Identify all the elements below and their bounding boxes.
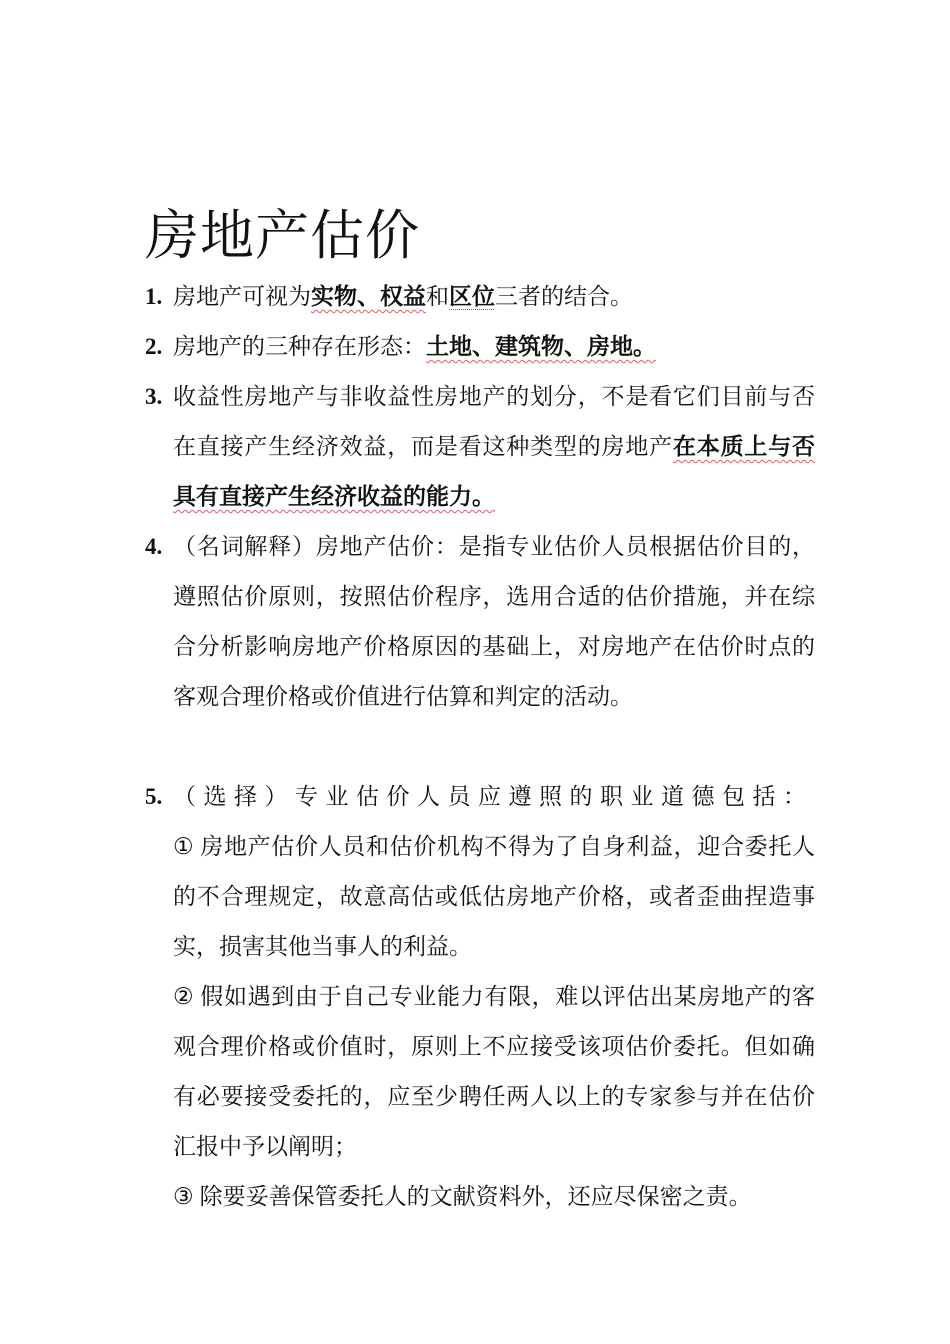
sub-item-text: 假如遇到由于自己专业能力有限，难以评估出某房地产的客观合理价格或价值时，原则上不应接受该项估价委托。但如确有必要接受委托的，应至少聘任两人以上的专家参与并在估价汇报中予以阐明； [173, 984, 816, 1160]
item-text [173, 772, 815, 1222]
text-run: 和 [426, 284, 449, 310]
item-number: 2. [145, 334, 163, 359]
sub-item-1 [173, 822, 815, 972]
sub-item-text: 房地产估价人员和估价机构不得为了自身利益，迎合委托人的不合理规定，故意高估或低估房地产价格，或者歪曲捏造事实，损害其他当事人的利益。 [173, 834, 816, 960]
item-text [173, 372, 815, 522]
list-item-4 [145, 522, 815, 722]
sub-item-2 [173, 972, 815, 1172]
item-number: 4. [145, 534, 163, 559]
item-text: （名词解释）房地产估价：是指专业估价人员根据估价目的，遵照估价原则，按照估价程序，选用合适的估价措施，并在综合分析影响房地产价格原因的基础上，对房地产在估价时点的客观合理价格或价值进行估算和判定的活动。 [173, 534, 815, 710]
bold-text-run: 实物、权益 [311, 283, 426, 310]
item-text [173, 322, 815, 372]
sub-item-3 [173, 1172, 815, 1222]
list-item-2 [145, 322, 815, 372]
circled-number: ③ [173, 1184, 194, 1210]
circled-number: ② [173, 984, 195, 1010]
text-run: 收益性房地产与非收益性房地产的划分，不是看它们目前与否在直接产生经济效益，而是看这种类型的房地产 [173, 384, 815, 460]
bold-text-run: 在本质上与否具有直接产生经济收益的能力。 [173, 433, 816, 510]
item-number: 5. [145, 784, 163, 809]
sub-item-text: 除要妥善保管委托人的文献资料外，还应尽保密之责。 [199, 1184, 752, 1210]
item-number: 1. [145, 284, 163, 309]
item-text [173, 272, 815, 322]
text-run: 房地产的三种存在形态： [173, 334, 426, 360]
text-run: 房地产可视为 [173, 284, 311, 310]
bold-text-run: 土地、建筑物、房地。 [426, 333, 656, 360]
page-title: 房地产估价 [145, 204, 420, 267]
item-number: 3. [145, 384, 163, 409]
bold-text-run: 区位 [449, 283, 495, 310]
list-item-1 [145, 272, 815, 322]
list-item-5 [145, 772, 815, 1222]
text-run: 三者的结合。 [495, 284, 633, 310]
item-heading: （选择）专业估价人员应遵照的职业道德包括： [173, 784, 814, 810]
list-item-3 [145, 372, 815, 522]
circled-number: ① [173, 834, 195, 860]
